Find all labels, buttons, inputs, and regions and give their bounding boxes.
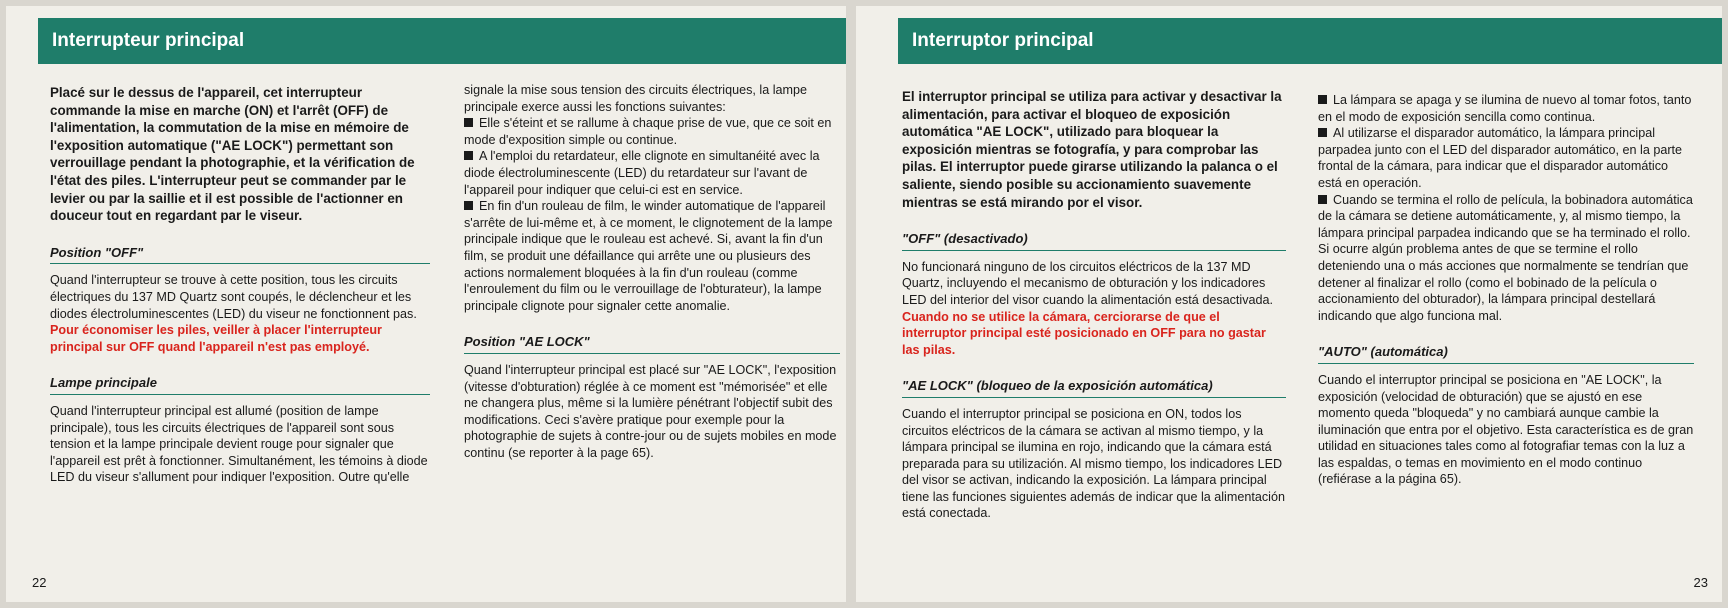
intro-paragraph: Placé sur le dessus de l'appareil, cet interrupteur commande la mise en marche (ON) et l'arrêt (OFF) de l'alimentation, la commutation de la mise en mémoire de l'exposition automatique ("AE LOCK") permettant son verrouillage pendant la photographie, et la vérification de l'état des piles. L'interrupteur peut se commander par le levier ou par la saillie et il est possible de l'actionner en douceur tout en regardant par le viseur.	[50, 85, 415, 224]
off-warning: Cuando no se utilice la cámara, cerciorarse de que el interruptor principal esté posicionado en OFF para no gastar las pilas.	[902, 309, 1266, 357]
bullet-icon	[1318, 95, 1327, 104]
bullet-item	[464, 115, 840, 148]
page-right	[856, 6, 1722, 602]
page-header-es: Interruptor principal	[898, 18, 1722, 64]
page-left	[6, 6, 846, 602]
page-number-right: 23	[1693, 575, 1708, 590]
bullet-text: En fin d'un rouleau de film, le winder automatique de l'appareil s'arrête de lui-même et, à ce moment, le clignotement de la lampe principale indique que le rouleau est achevé. Si, avant la fin d'un film, se produit une défaillance qui arrête une ou plusieurs des actions normalement bloquées à la fin d'un rouleau (comme l'enroulement du film ou le verrouillage de l'obturateur), la lampe principale clignote pour signaler cette anomalie.	[464, 199, 833, 313]
col2-intro: signale la mise sous tension des circuits électriques, la lampe principale exerce aussi les fonctions suivantes:	[464, 83, 807, 114]
section-title-ae-lock: Position "AE LOCK"	[464, 334, 840, 354]
section-title-off: Position "OFF"	[50, 245, 430, 265]
column-right-2	[1318, 92, 1694, 488]
bullet-icon	[464, 118, 473, 127]
intro-paragraph: El interruptor principal se utiliza para activar y desactivar la alimentación, para activar el bloqueo de exposición automática "AE LOCK", utilizado para bloquear la exposición mientras se fotografía, y para comprobar las pilas. El interruptor puede girarse utilizando la palanca o el saliente, siendo posible su accionamiento suavemente mientras se está mirando por el visor.	[902, 89, 1282, 210]
section-title-off: "OFF" (desactivado)	[902, 231, 1286, 251]
ae-lock-paragraph: Cuando el interruptor principal se posiciona en ON, todos los circuitos eléctricos de la cámara se activan al mismo tiempo, y la lámpara principal se ilumina en rojo, indicando que la cámara está preparada para su utilización. Al mismo tiempo, los indicadores LED del visor se activan, indicando la exposición. La lámpara principal tiene las funciones siguientes además de indicar que la alimentación está conectada.	[902, 406, 1285, 521]
page-number-left: 22	[32, 575, 47, 590]
ae-lock-paragraph: Quand l'interrupteur principal est placé sur "AE LOCK", l'exposition (vitesse d'obturation) réglée à ce moment est "mémorisée" et elle ne changera plus, même si la lumière pénétrant l'objectif subit des modifications. Ceci s'avère pratique pour exemple pour la photographie de sujets à contre-jour ou de sujets mobiles en mode continu (se reporter à la page 65).	[464, 362, 837, 460]
section-title-ae-lock: "AE LOCK" (bloqueo de la exposición automática)	[902, 378, 1286, 398]
column-left-1	[50, 84, 430, 486]
lamp-paragraph: Quand l'interrupteur principal est allumé (position de lampe principale), tous les circuits électriques de l'appareil sont sous tension et la lampe principale devient rouge pour signaler que l'appareil est prêt à fonctionner. Simultanément, les témoins à diode LED du viseur s'allument pour indiquer l'exposition. Outre qu'elle	[50, 403, 428, 485]
bullet-text: Elle s'éteint et se rallume à chaque prise de vue, que ce soit en mode d'exposition simple ou continue.	[464, 116, 832, 147]
column-left-2	[464, 82, 840, 461]
bullet-item	[1318, 192, 1694, 325]
off-paragraph	[50, 272, 430, 355]
bullet-icon	[1318, 195, 1327, 204]
column-right-1	[902, 88, 1286, 522]
bullet-text: A l'emploi du retardateur, elle clignote en simultanéité avec la diode électroluminescente (LED) du retardateur sur l'avant de l'appareil pour indiquer que celui-ci est en service.	[464, 149, 820, 197]
section-title-lamp: Lampe principale	[50, 375, 430, 395]
off-text: No funcionará ninguno de los circuitos eléctricos de la 137 MD Quartz, incluyendo el mecanismo de obturación y los indicadores LED del interior del visor cuando la alimentación está desactivada.	[902, 259, 1274, 307]
bullet-item	[464, 198, 840, 314]
off-text: Quand l'interrupteur se trouve à cette position, tous les circuits électriques du 137 MD Quartz sont coupés, le déclencheur et les diodes électroluminescentes (LED) du viseur ne fonctionnent pas.	[50, 273, 417, 321]
bullet-item	[1318, 125, 1694, 191]
page-header-fr: Interrupteur principal	[38, 18, 846, 64]
bullet-item	[1318, 92, 1694, 125]
auto-paragraph: Cuando el interruptor principal se posiciona en "AE LOCK", la exposición (velocidad de obturación) que se ajustó en ese momento queda "bloqueda" y no cambiará aunque cambie la iluminación que entra por el objetivo. Esta característica es de gran utilidad en situaciones tales como al fotografiar temas con la luz a las espaldas, o temas en movimiento en el modo continuo (refiérase a la página 65).	[1318, 372, 1694, 487]
bullet-text: Cuando se termina el rollo de película, la bobinadora automática de la cámara se detiene automáticamente, y, al mismo tiempo, la lámpara principal parpadea indicando que se ha terminado el rollo. Si ocurre algún problema antes de que se termine el rollo deteniendo una o más acciones que normalmente se tendrían que detener al finalizar el rollo (como el bobinado de la película o accionamiento del obturador), la lámpara principal destellará indicando que algo funciona mal.	[1318, 192, 1693, 323]
bullet-icon	[464, 201, 473, 210]
bullet-text: Al utilizarse el disparador automático, la lámpara principal parpadea junto con el LED del disparador automático, en la parte frontal de la cámara, para indicar que el disparador automático está en operación.	[1318, 126, 1683, 190]
bullet-icon	[1318, 128, 1327, 137]
bullet-item	[464, 148, 840, 198]
off-warning: Pour économiser les piles, veiller à placer l'interrupteur principal sur OFF quand l'appareil n'est pas employé.	[50, 323, 382, 354]
bullet-text: La lámpara se apaga y se ilumina de nuevo al tomar fotos, tanto en el modo de exposición sencilla como continua.	[1318, 93, 1692, 124]
bullet-icon	[464, 151, 473, 160]
section-title-auto: "AUTO" (automática)	[1318, 344, 1694, 364]
off-paragraph	[902, 259, 1286, 359]
